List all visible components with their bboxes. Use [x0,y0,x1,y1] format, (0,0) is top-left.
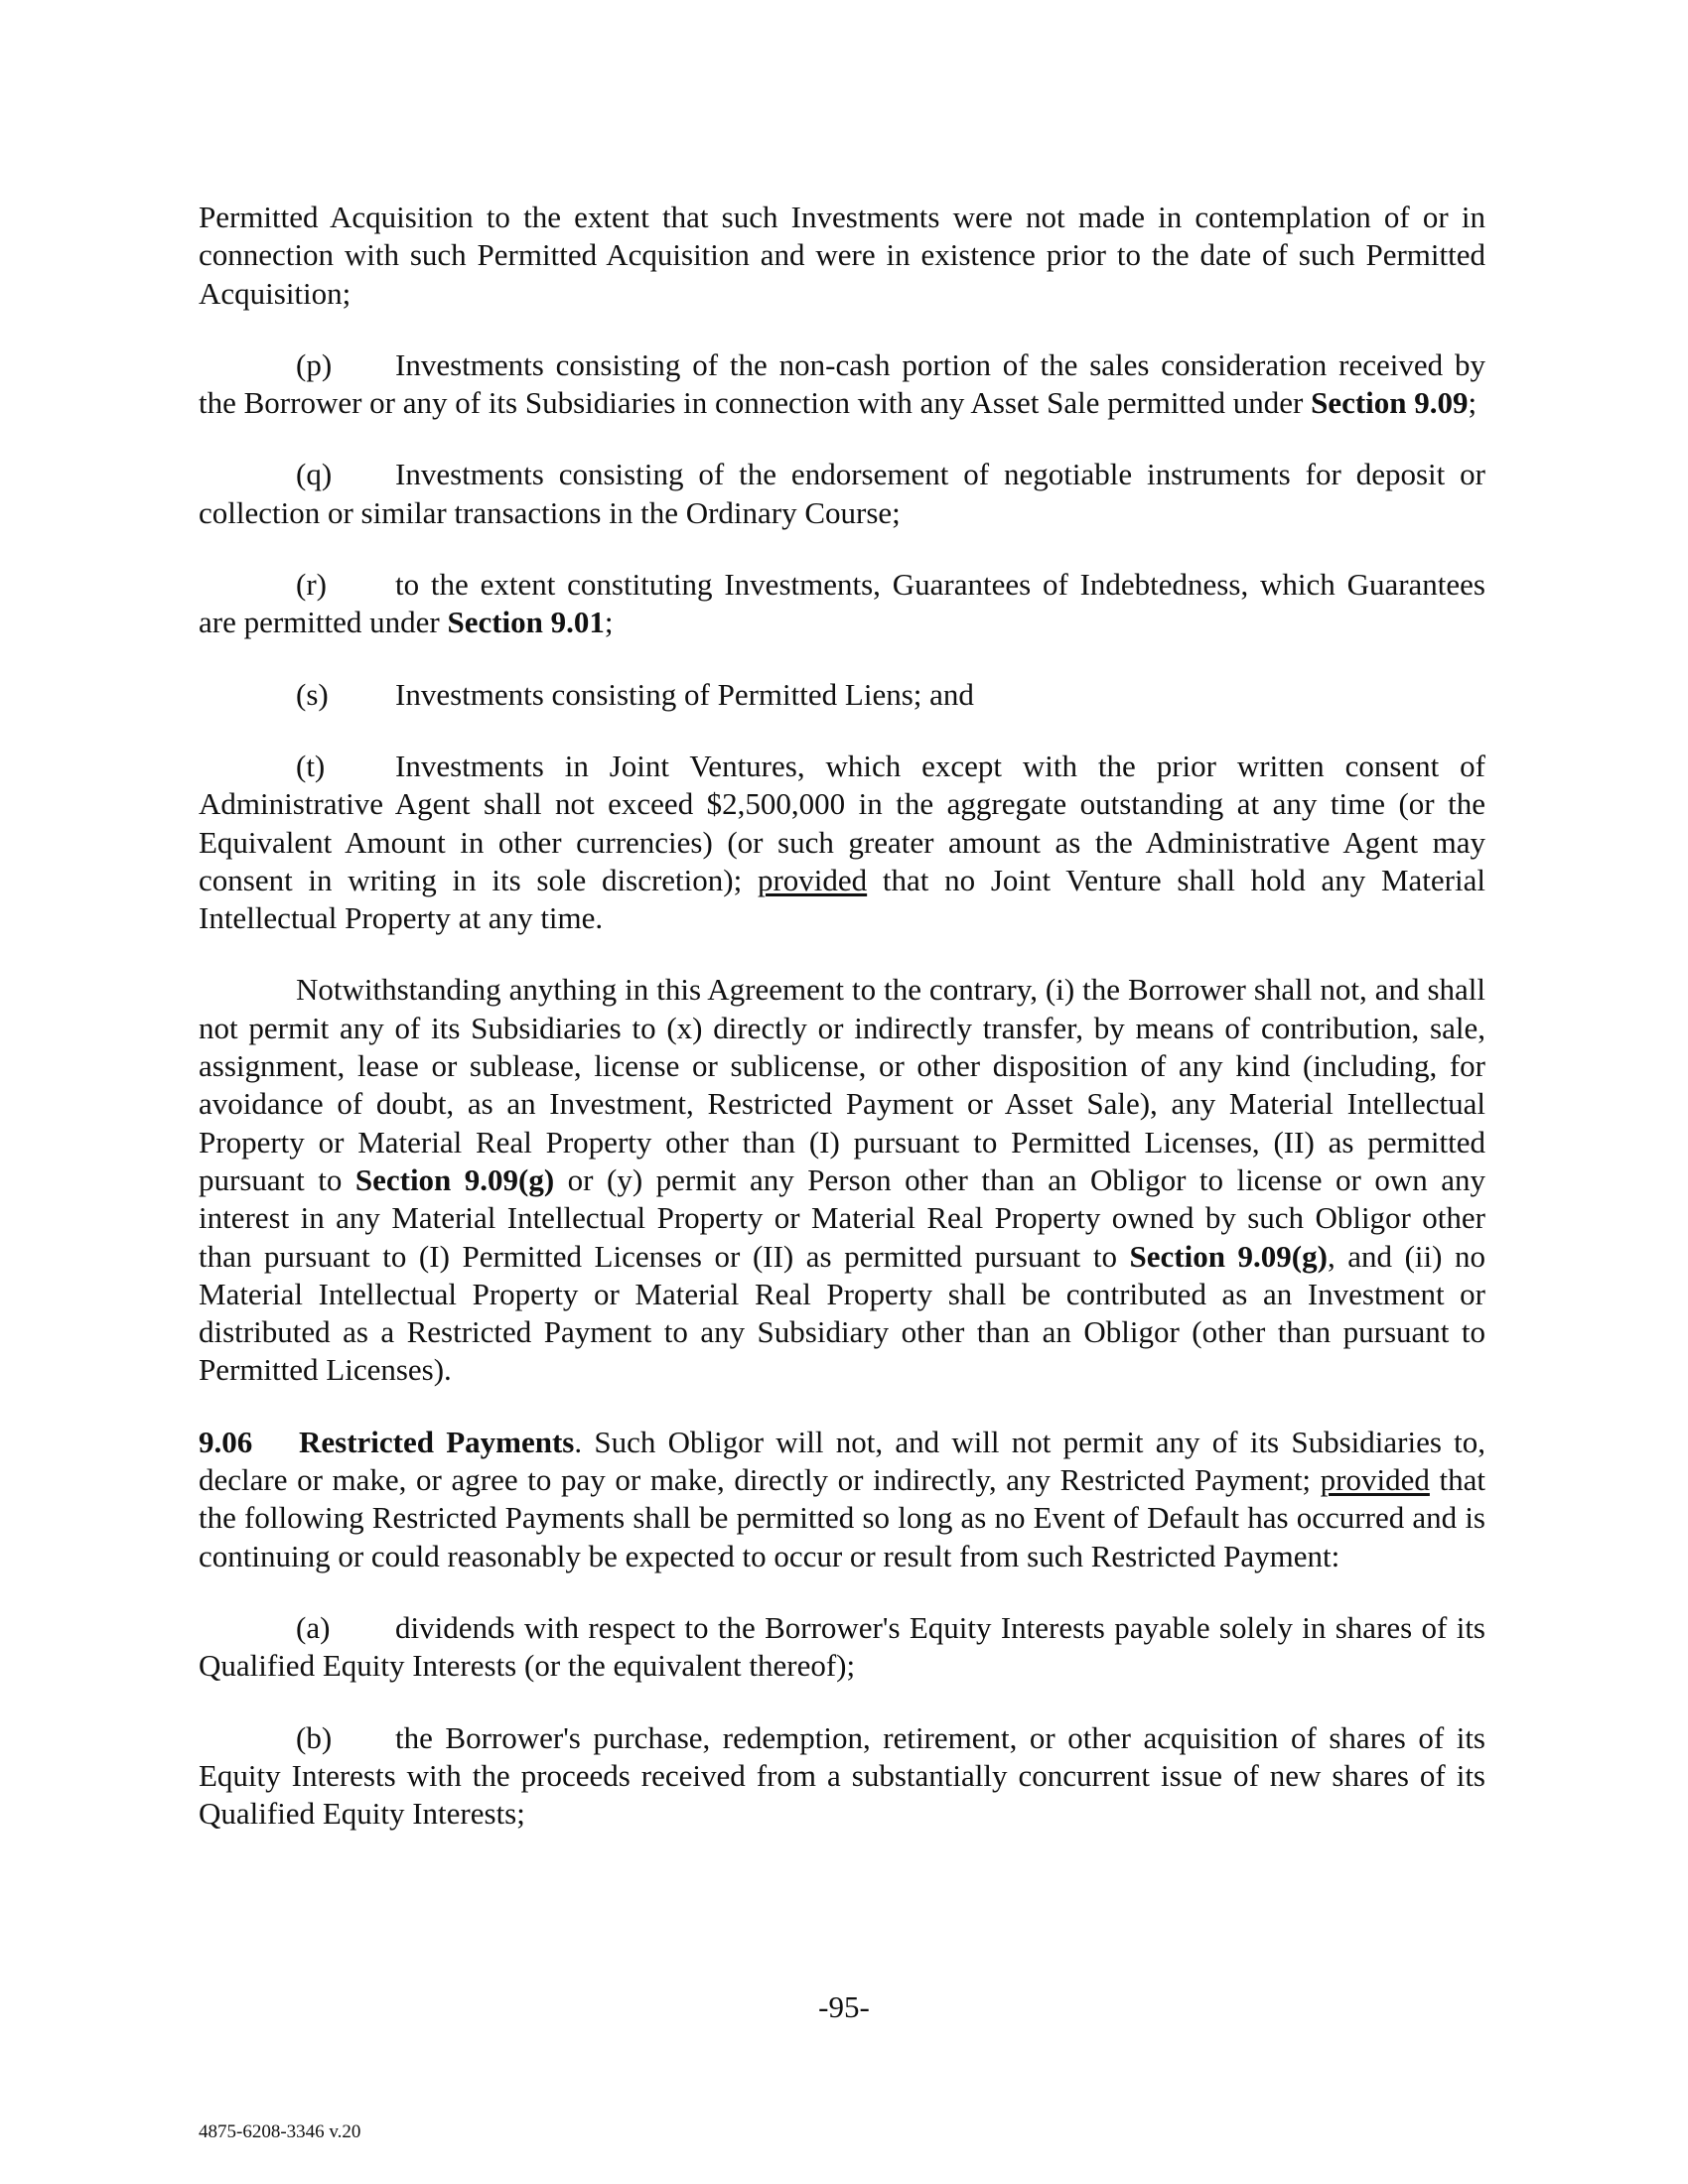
clause-text: the Borrower's purchase, redemption, retirement, or other acquisition of shares of its Equity Interests with the proceeds received from a substantially concurrent issue of new shares of its Qualified Equity Interests; [199,1719,1485,1832]
clause-label: (b) [296,1719,333,1755]
proviso-underline: provided [757,862,868,897]
document-id: 4875-6208-3346 v.20 [199,2121,361,2142]
section-reference: Section 9.01 [447,605,605,640]
clause-b [199,1719,1485,1834]
section-reference: Section 9.09(g) [1129,1238,1328,1274]
clause-a [199,1609,1485,1686]
section-number: 9.06 [199,1424,253,1459]
clause-text: ; [1468,385,1477,421]
clause-label: (s) [296,676,329,712]
clause-p [199,346,1485,423]
clause-label: (r) [296,567,327,603]
clause-label: (q) [296,457,333,492]
clause-text: Investments consisting of the non-cash portion of the sales consideration received by the Borrower or any of its Subsidiaries in connection with any Asset Sale permitted under [199,346,1485,421]
clause-q [199,456,1485,532]
paragraph-text: Notwithstanding anything in this Agreement to the contrary, (i) the Borrower shall not, and shall not permit any of its Subsidiaries to (x) directly or indirectly transfer, by means of contribution, sale, assignment, lease or sublease, license or sublicense, or other disposition of any kind (including, for avoidance of doubt, as an Investment, Restricted Payment or Asset Sale), any Material Intellectual Property or Material Real Property other than (I) pursuant to Permitted Licenses, (II) as permitted pursuant to [199,972,1485,1197]
body-text [199,199,1485,1833]
clause-text: Investments in Joint Ventures, which except with the prior written consent of Administrative Agent shall not exceed $2,500,000 in the aggregate outstanding at any time (or the Equivalent Amount in other currencies) (or such greater amount as the Administrative Agent may consent in writing in its sole discretion); [199,748,1485,897]
page-number: -95- [818,1989,870,2024]
paragraph-text: or (y) permit any Person other than an Obligor to license or own any interest in any Material Intellectual Property or Material Real Property owned by such Obligor other than pursuant to (I) Permitted Licenses or (II) as permitted pursuant to [199,1161,1485,1274]
paragraph-notwithstanding [199,971,1485,1389]
section-9-06 [199,1424,1485,1575]
section-reference: Section 9.09(g) [354,1161,555,1197]
section-reference: Section 9.09 [1311,385,1469,421]
clause-text: ; [604,605,614,640]
clause-r [199,566,1485,642]
paragraph-text: , and (ii) no Material Intellectual Property or Material Real Property shall be contributed as an Investment or distributed as a Restricted Payment to any Subsidiary other than an Obligor (other than pursuant to Permitted Licenses). [199,1238,1485,1388]
clause-text: to the extent constituting Investments, Guarantees of Indebtedness, which Guarantees are permitted under [199,567,1485,640]
paragraph-continuation [199,199,1485,313]
clause-label: (t) [296,748,326,783]
clause-text: Investments consisting of the endorsement of negotiable instruments for deposit or collection or similar transactions in the Ordinary Course; [199,457,1485,530]
section-text: . Such Obligor will not, and will not permit any of its Subsidiaries to, declare or make, or agree to pay or make, directly or indirectly, any Restricted Payment; [199,1424,1485,1498]
clause-text: dividends with respect to the Borrower's Equity Interests payable solely in shares of its Qualified Equity Interests (or the equivalent thereof); [199,1609,1485,1684]
section-text: that the following Restricted Payments shall be permitted so long as no Event of Default has occurred and is continuing or could reasonably be expected to occur or result from such Restricted Payment: [199,1462,1485,1573]
clause-text: Investments consisting of Permitted Liens; and [395,676,974,712]
clause-s [199,676,1485,714]
clause-label: (p) [296,346,333,382]
clause-t [199,748,1485,937]
paragraph-text: Permitted Acquisition to the extent that such Investments were not made in contemplation of or in connection with such Permitted Acquisition and were in existence prior to the date of such Permitted Acquisition; [199,200,1485,311]
proviso-underline: provided [1320,1462,1430,1498]
clause-label: (a) [296,1609,331,1645]
section-title: Restricted Payments [299,1424,575,1459]
clause-text: that no Joint Venture shall hold any Material Intellectual Property at any time. [199,862,1485,936]
